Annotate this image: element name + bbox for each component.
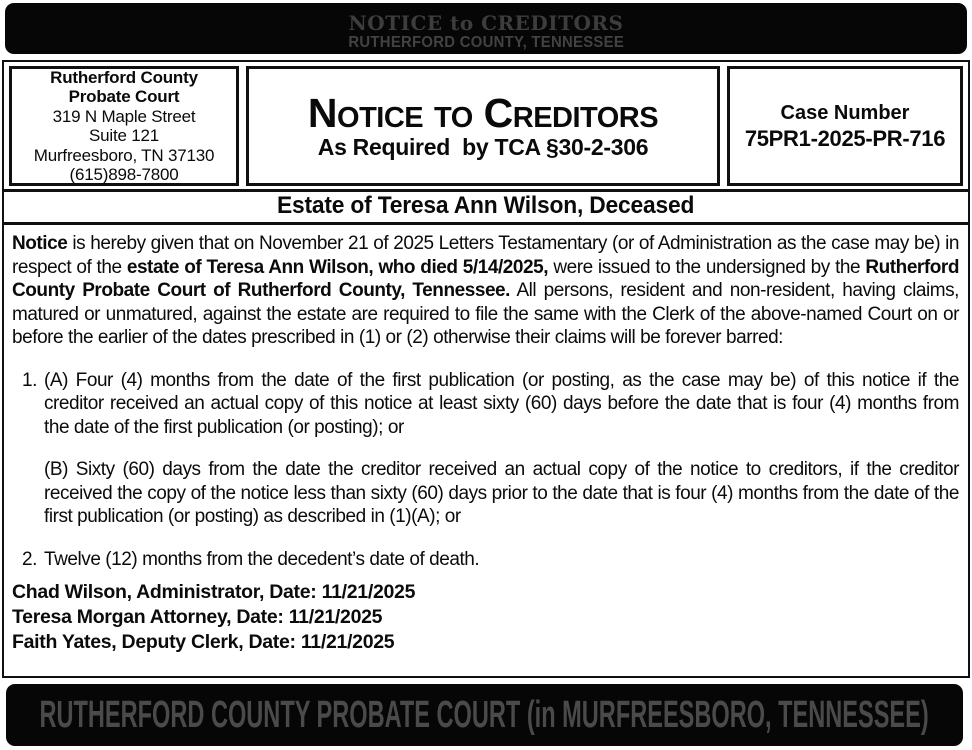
- case-number-value: 75PR1-2025-PR-716: [744, 125, 946, 151]
- intro-seg6: All persons, resident and non-resident, having claims, matured or unmatured, against the estate are required to file the same with the Clerk of the above-named Court on or before the earlier of the dates prescribed in (1) or (2) otherwise their claims will be forever barred:: [12, 280, 959, 348]
- intro-paragraph: [12, 232, 959, 350]
- case-number-label: Case Number: [780, 101, 910, 124]
- signature-attorney: Teresa Morgan Attorney, Date: 11/21/2025: [12, 606, 383, 628]
- footer-banner-text: RUTHERFORD COUNTY PROBATE COURT (in MURFREESBORO, TENNESSEE): [39, 693, 930, 736]
- list-item-1-paragraph-b: (B) Sixty (60) days from the date the creditor received an actual copy of the notice to creditors, if the creditor received the copy of the notice less than sixty (60) days prior to the date that is four (4) months from the date of the first publication (or posting) as described in (1)(A); or: [44, 459, 959, 527]
- top-banner-subtitle: RUTHERFORD COUNTY, TENNESSEE: [348, 34, 624, 51]
- header-row: [4, 62, 968, 186]
- signature-deputy-clerk: Faith Yates, Deputy Clerk, Date: 11/21/2025: [12, 631, 395, 653]
- document-frame: [2, 60, 970, 678]
- court-phone: (615)898-7800: [69, 165, 179, 184]
- intro-seg4: were issued to the undersigned by the: [548, 256, 866, 278]
- list-item-1-marker: 1.: [22, 369, 37, 391]
- list-item-2: [12, 548, 959, 572]
- intro-seg2: is hereby given that on November 21 of 2025 Letters Testamentary (or of Administration as the case may be) in respect of the: [12, 233, 959, 278]
- court-address-line1: 319 N Maple Street: [52, 106, 196, 126]
- footer-banner: [6, 684, 963, 746]
- court-address-line2: Suite 121: [88, 126, 160, 145]
- document-body: [4, 225, 968, 655]
- list-item-2-paragraph: Twelve (12) months from the decedent’s date of death.: [44, 548, 480, 570]
- notice-title-box: [246, 66, 720, 186]
- estate-title-bar: [4, 189, 968, 225]
- court-address-box: [9, 66, 239, 186]
- top-banner: [5, 3, 967, 54]
- court-name-line2: Probate Court: [68, 87, 180, 106]
- notice-title: Notice to Creditors: [307, 90, 659, 136]
- estate-title-text: Estate of Teresa Ann Wilson, Deceased: [277, 192, 695, 219]
- signature-block: [12, 580, 959, 655]
- intro-seg3-bold: estate of Teresa Ann Wilson, who died 5/14/2025,: [126, 256, 549, 278]
- list-item-2-marker: 2.: [22, 548, 37, 570]
- court-name-line1: Rutherford County: [50, 67, 198, 87]
- top-banner-title: NOTICE to CREDITORS: [348, 11, 624, 35]
- list-item-1: [12, 369, 959, 529]
- signature-administrator: Chad Wilson, Administrator, Date: 11/21/2025: [12, 581, 416, 603]
- intro-seg5-bold: Rutherford County Probate Court of Rutherford County, Tennessee.: [12, 256, 960, 301]
- court-address-line3: Murfreesboro, TN 37130: [33, 145, 215, 165]
- intro-seg1-bold: Notice: [12, 233, 68, 254]
- list-item-1-paragraph-a: (A) Four (4) months from the date of the first publication (or posting, as the case may be) of this notice if the creditor received an actual copy of this notice at least sixty (60) days before the date that is four (4) months from the date of the first publication (or posting); or: [44, 369, 959, 438]
- case-number-box: [727, 66, 963, 186]
- notice-statute-subtitle: As Required by TCA §30-2-306: [317, 134, 649, 160]
